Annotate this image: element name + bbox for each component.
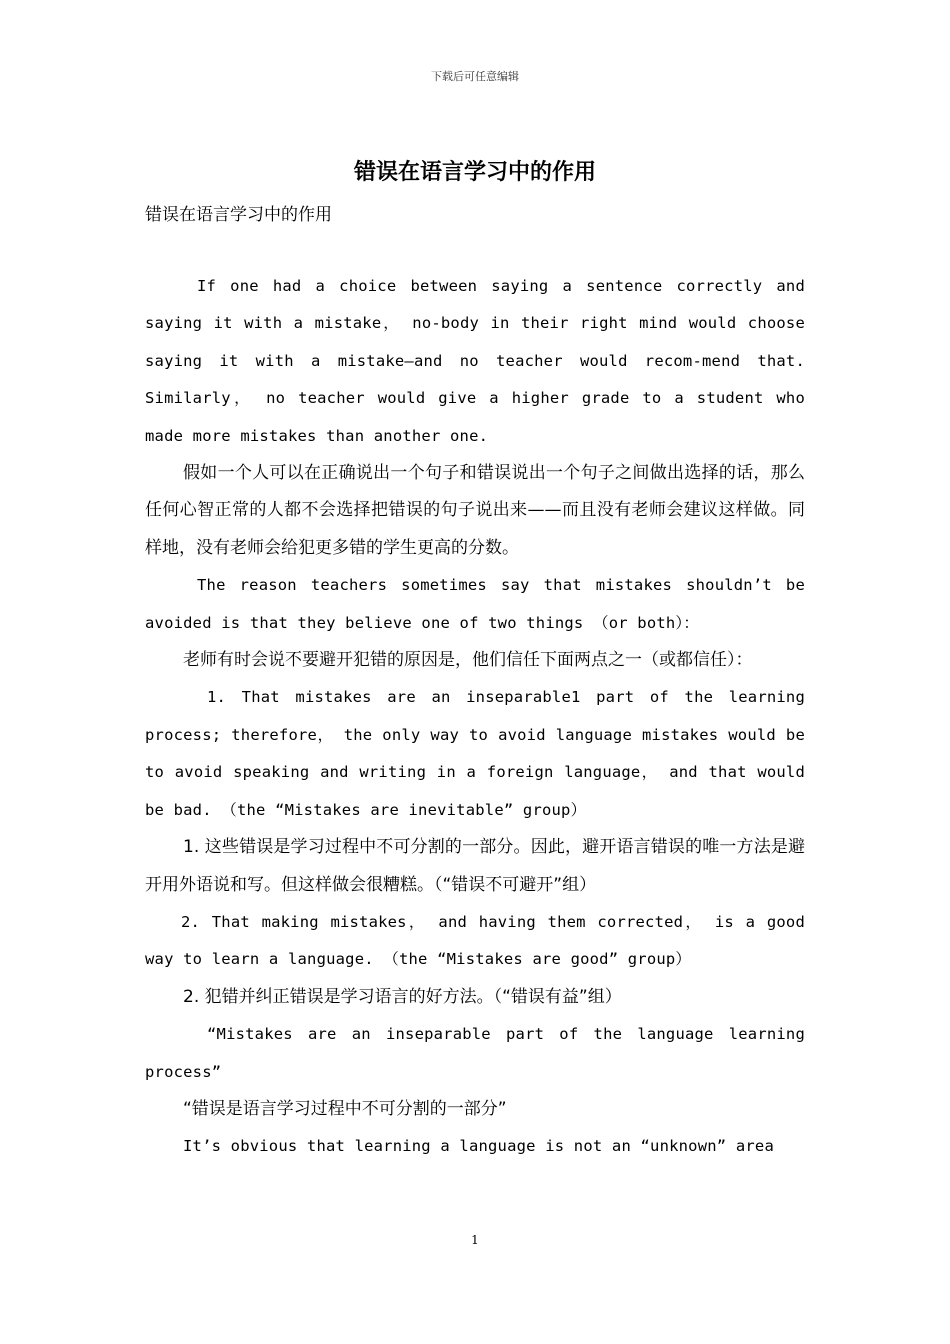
paragraph-en-intro: If one had a choice between saying a sentence correctly and saying it with a mistake， no-body in their right mind would choose saying it with a mistake—and no teacher would recom-mend that. Similarly， no teacher would give a higher grade to a student who made more mistakes than another one.: [145, 277, 805, 445]
document-body: [145, 268, 805, 1166]
list-item-en-2: 2. That making mistakes， and having them corrected， is a good way to learn a language. （the “Mistakes are good” group）: [145, 912, 805, 969]
list-item-zh-1: 1. 这些错误是学习过程中不可分割的一部分。因此，避开语言错误的唯一方法是避开用外语说和写。但这样做会很糟糕。（“错误不可避开”组）: [145, 837, 805, 895]
quote-heading-en: “Mistakes are an inseparable part of the language learning process”: [145, 1025, 805, 1081]
document-subtitle: 错误在语言学习中的作用: [145, 205, 332, 225]
page-header: 下载后可任意编辑: [431, 70, 519, 83]
quote-heading-zh: “错误是语言学习过程中不可分割的一部分”: [183, 1098, 507, 1119]
paragraph-zh-reason: 老师有时会说不要避开犯错的原因是，他们信任下面两点之一（或都信任）：: [183, 650, 753, 671]
list-item-en-1: 1. That mistakes are an inseparable1 part of the learning process; therefore， the only way to avoid language mistakes would be to avoid speaking and writing in a foreign language， and that would be bad. （the “Mistakes are inevitable” group）: [145, 688, 805, 819]
document-title: 错误在语言学习中的作用: [353, 160, 596, 185]
list-item-zh-2: 2. 犯错并纠正错误是学习语言的好方法。（“错误有益”组）: [183, 986, 622, 1007]
paragraph-zh-intro: 假如一个人可以在正确说出一个句子和错误说出一个句子之间做出选择的话，那么任何心智正常的人都不会选择把错误的句子说出来——而且没有老师会建议这样做。同样地，没有老师会给犯更多错的学生更高的分数。: [145, 463, 805, 558]
paragraph-en-obvious: It’s obvious that learning a language is not an “unknown” area: [183, 1137, 774, 1156]
page-number: 1: [471, 1233, 479, 1247]
paragraph-en-reason: The reason teachers sometimes say that mistakes shouldn’t be avoided is that they believe one of two things （or both）：: [145, 576, 805, 632]
